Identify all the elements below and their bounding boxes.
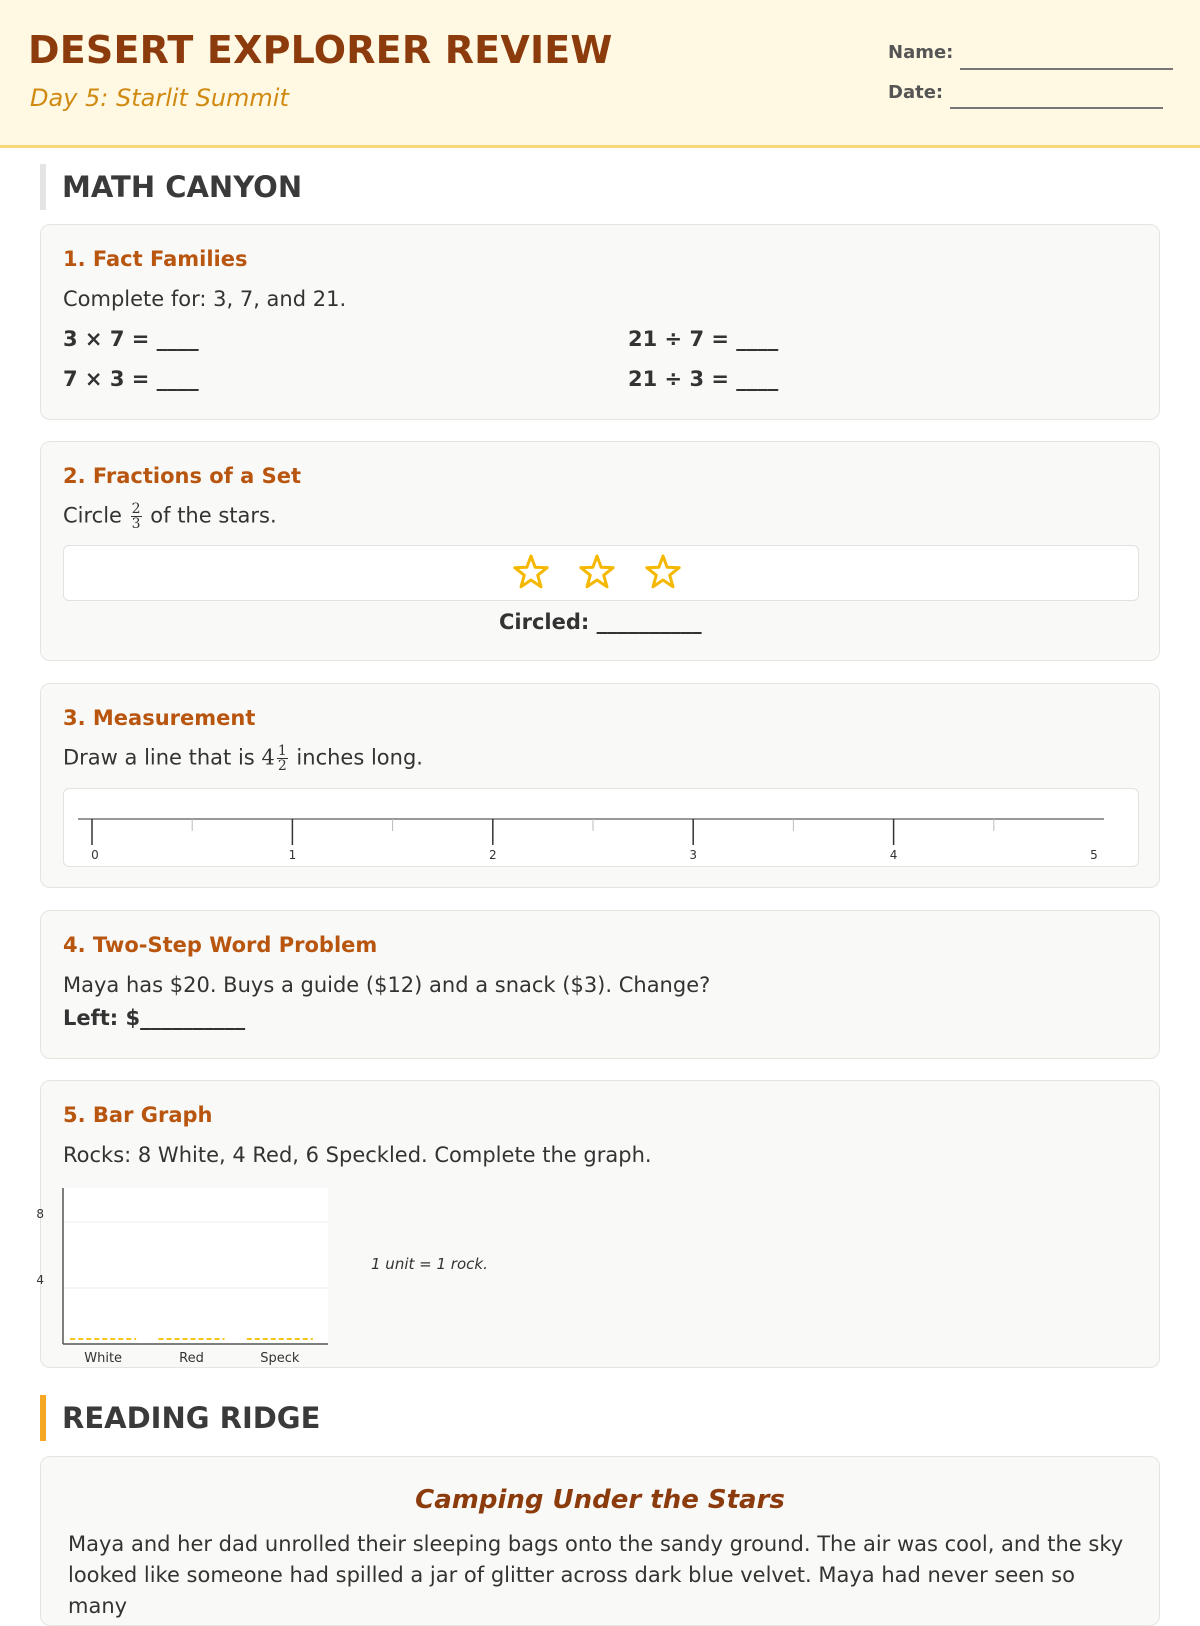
prompt-after: of the stars. [150, 503, 277, 528]
name-label: Name: [888, 42, 954, 63]
mixed-number-whole: 4 [261, 745, 275, 770]
stars-box [63, 545, 1139, 601]
x-category-label: Red [179, 1351, 204, 1366]
name-field[interactable] [960, 68, 1173, 70]
prompt-before: Draw a line that is [63, 745, 255, 770]
equation-3: 21 ÷ 7 = ____ [628, 327, 779, 351]
star-icon[interactable] [515, 556, 547, 587]
ruler [64, 789, 1138, 866]
worksheet-subtitle: Day 5: Starlit Summit [30, 84, 289, 112]
y-tick-label: 4 [36, 1273, 44, 1287]
question-card-fact-families [40, 224, 1160, 420]
question-title: 5. Bar Graph [63, 1103, 213, 1127]
worksheet-header [0, 0, 1200, 148]
question-prompt: Rocks: 8 White, 4 Red, 6 Speckled. Complete the graph. [63, 1143, 652, 1167]
question-card-word-problem [40, 910, 1160, 1059]
graph-plot-area [63, 1188, 328, 1344]
x-category-label: Speck [260, 1351, 300, 1366]
fraction-denominator: 3 [131, 516, 141, 532]
section-heading-math: MATH CANYON [40, 164, 302, 210]
question-prompt [63, 502, 277, 531]
date-field[interactable] [950, 107, 1163, 109]
question-prompt: Maya has $20. Buys a guide ($12) and a snack ($3). Change? [63, 973, 711, 997]
fraction-numerator: 1 [277, 743, 287, 759]
bar-graph[interactable] [28, 1180, 328, 1380]
equation-2: 7 × 3 = ____ [63, 367, 199, 391]
ruler-box[interactable] [63, 788, 1139, 867]
graph-key: 1 unit = 1 rock. [371, 1255, 488, 1273]
x-category-label: White [84, 1351, 123, 1366]
star-icon[interactable] [647, 556, 679, 587]
story-card [40, 1456, 1160, 1626]
fraction-numerator: 2 [131, 501, 141, 517]
circled-answer: Circled: __________ [499, 610, 702, 634]
fraction-two-thirds [131, 502, 142, 531]
ruler-label: 3 [689, 848, 698, 862]
ruler-label: 2 [488, 848, 497, 862]
stars-group [64, 546, 1138, 600]
date-label: Date: [888, 82, 944, 103]
story-text: Maya and her dad unrolled their sleeping bags onto the sandy ground. The air was cool, and the sky looked like someone had spilled a jar of glitter across dark blue velvet. Maya had never seen so many [68, 1532, 1124, 1618]
question-title: 3. Measurement [63, 706, 256, 730]
section-heading-reading: READING RIDGE [40, 1395, 320, 1441]
story-title: Camping Under the Stars [415, 1485, 785, 1515]
ruler-label: 0 [91, 848, 99, 862]
equation-1: 3 × 7 = ____ [63, 327, 199, 351]
ruler-label: 4 [889, 848, 898, 862]
ruler-label: 5 [1090, 848, 1098, 862]
equation-4: 21 ÷ 3 = ____ [628, 367, 779, 391]
fraction-one-half [277, 744, 288, 773]
fraction-denominator: 2 [277, 758, 287, 774]
ruler-label: 1 [288, 848, 297, 862]
star-icon[interactable] [581, 556, 613, 587]
question-title: 1. Fact Families [63, 247, 248, 271]
question-card-fractions [40, 441, 1160, 661]
worksheet-title: DESERT EXPLORER REVIEW [28, 28, 613, 72]
question-title: 4. Two-Step Word Problem [63, 933, 378, 957]
question-card-measurement [40, 683, 1160, 888]
answer-blank: Left: $__________ [63, 1006, 246, 1030]
prompt-after: inches long. [296, 745, 423, 770]
question-prompt: Complete for: 3, 7, and 21. [63, 287, 347, 311]
question-prompt [63, 744, 423, 773]
prompt-before: Circle [63, 503, 122, 528]
question-title: 2. Fractions of a Set [63, 464, 302, 488]
y-tick-label: 8 [36, 1207, 44, 1221]
